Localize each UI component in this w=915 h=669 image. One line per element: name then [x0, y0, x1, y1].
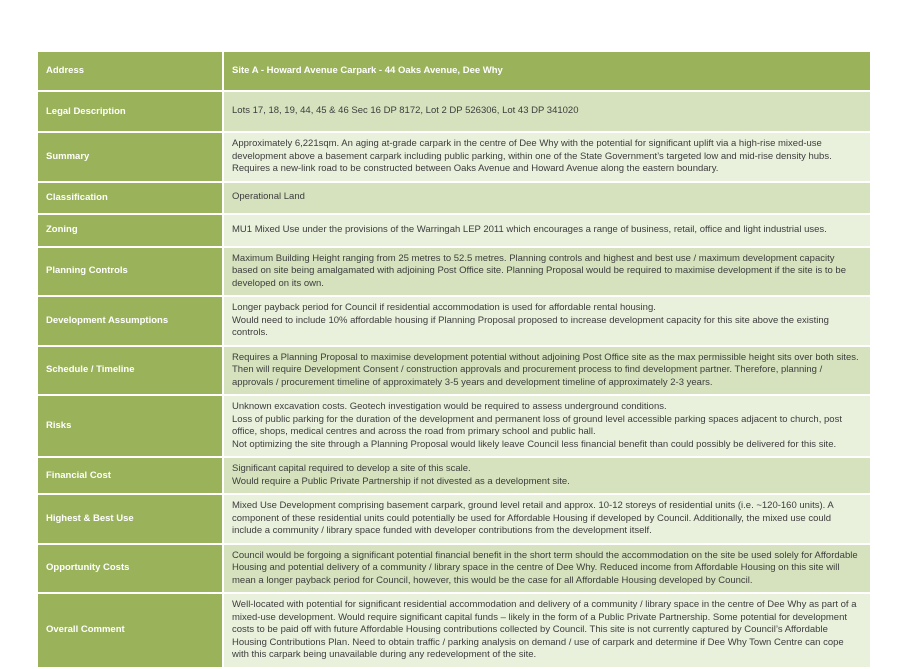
row-value-development-assumptions	[224, 297, 870, 345]
value-line: Would need to include 10% affordable housing if Planning Proposal proposed to increase development capacity for this site above the existing controls.	[232, 314, 829, 338]
row-label-development-assumptions: Development Assumptions	[38, 297, 222, 345]
value-line: Well-located with potential for significant residential accommodation and delivery of a community / library space in the centre of Dee Why as part of a mixed-use development. Would require significant capital funds – likely in the form of a Public Private Partnership. Some potential for development costs to be paid off with future Affordable Housing contributions collected by Council. This site is not currently captured by Council’s Affordable Housing Contributions Plan. Need to obtain traffic / parking analysis on demand / use of carpark and determine if Dee Why Town Centre can cope with this carpark being unavailable during any redevelopment of the site.	[232, 599, 857, 660]
table-row-highest-best-use	[38, 495, 870, 543]
value-line: MU1 Mixed Use under the provisions of the Warringah LEP 2011 which encourages a range of business, retail, office and light industrial uses.	[232, 223, 827, 235]
row-value-risks	[224, 396, 870, 456]
value-line: Would require a Public Private Partnership if not divested as a development site.	[232, 475, 570, 487]
row-label-financial-cost: Financial Cost	[38, 458, 222, 493]
row-value-address	[224, 52, 870, 90]
table-row-summary	[38, 133, 870, 181]
value-line: Mixed Use Development comprising basement carpark, ground level retail and approx. 10-12 storeys of residential units (i.e. ~120-160 units). A component of these residential units could potentially be used for Affordable Housing if developed by Council. Additionally, the mixed use could include a community / library space funded with developer contributions from the development itself.	[232, 500, 834, 536]
value-line: Maximum Building Height ranging from 25 metres to 52.5 metres. Planning controls and highest and best use / maximum development capacity based on site being amalgamated with adjoining Post Office site. Planning Proposal would be required to maximise development if the site is to be developed on its own.	[232, 252, 846, 289]
row-value-classification	[224, 183, 870, 213]
row-value-financial-cost	[224, 458, 870, 493]
value-line: Unknown excavation costs. Geotech investigation would be required to assess underground conditions.	[232, 401, 667, 412]
value-line: Not optimizing the site through a Planning Proposal would likely leave Council less financial benefit than could possibly be delivered for this site.	[232, 438, 837, 450]
table-row-development-assumptions	[38, 297, 870, 345]
row-value-schedule-timeline	[224, 347, 870, 395]
table-row-legal-description	[38, 92, 870, 131]
table-row-risks	[38, 396, 870, 456]
value-line: Site A - Howard Avenue Carpark - 44 Oaks Avenue, Dee Why	[232, 64, 503, 76]
row-value-zoning	[224, 215, 870, 246]
table-row-schedule-timeline	[38, 347, 870, 395]
site-assessment-table	[38, 52, 870, 669]
value-line: Operational Land	[232, 191, 305, 203]
value-line: Approximately 6,221sqm. An aging at-grade carpark in the centre of Dee Why with the potential for significant uplift via a high-rise mixed-use development above a basement carpark including public parking, within one of the State Government’s targeted low and mid-rise density hubs. Requires a new-link road to be constructed between Oaks Avenue and Howard Avenue along the eastern boundary.	[232, 138, 832, 174]
row-label-schedule-timeline: Schedule / Timeline	[38, 347, 222, 395]
table-row-planning-controls	[38, 248, 870, 296]
value-line: Council would be forgoing a significant potential financial benefit in the short term should the accommodation on the site be used solely for Affordable Housing and potential delivery of a community / library space in the centre of Dee Why. Reduced income from Affordable Housing on this site will mean a longer payback period for Council, however, this would be the case for all Affordable Housing developed by Council.	[232, 549, 858, 586]
row-label-opportunity-costs: Opportunity Costs	[38, 545, 222, 593]
row-value-summary	[224, 133, 870, 181]
value-line: Longer payback period for Council if residential accommodation is used for affordable rental housing.	[232, 302, 656, 313]
row-label-address: Address	[38, 52, 222, 90]
row-label-classification: Classification	[38, 183, 222, 213]
row-label-highest-best-use: Highest & Best Use	[38, 495, 222, 543]
row-label-legal-description: Legal Description	[38, 92, 222, 131]
table-row-opportunity-costs	[38, 545, 870, 593]
row-label-summary: Summary	[38, 133, 222, 181]
table-row-address	[38, 52, 870, 90]
value-line: Lots 17, 18, 19, 44, 45 & 46 Sec 16 DP 8172, Lot 2 DP 526306, Lot 43 DP 341020	[232, 105, 579, 117]
row-value-opportunity-costs	[224, 545, 870, 593]
table-row-zoning	[38, 215, 870, 246]
table-row-financial-cost	[38, 458, 870, 493]
row-label-planning-controls: Planning Controls	[38, 248, 222, 296]
table-row-classification	[38, 183, 870, 213]
row-value-highest-best-use	[224, 495, 870, 543]
value-line: Loss of public parking for the duration of the development and permanent loss of ground level accessible parking spaces adjacent to church, post office, shops, medical centres and across the road from primary school and public hall.	[232, 413, 842, 437]
row-value-legal-description	[224, 92, 870, 131]
value-line: Requires a Planning Proposal to maximise development potential without adjoining Post Office site as the max permissible height sits over both sites. Then will require Development Consent / construction approvals and procurement process to find development partner. Therefore, planning / approvals / procurement timeline of approximately 3-5 years and development timeline of approximately 2-3 years.	[232, 351, 859, 388]
row-label-zoning: Zoning	[38, 215, 222, 246]
table-row-overall-comment	[38, 594, 870, 667]
row-value-overall-comment	[224, 594, 870, 667]
value-line: Significant capital required to develop a site of this scale.	[232, 463, 471, 474]
row-label-overall-comment: Overall Comment	[38, 594, 222, 667]
row-label-risks: Risks	[38, 396, 222, 456]
row-value-planning-controls	[224, 248, 870, 296]
